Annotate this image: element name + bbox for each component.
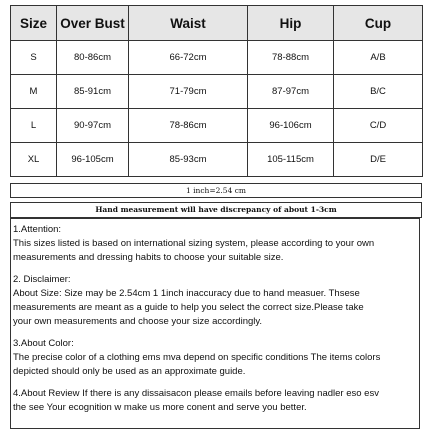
header-size: Size (11, 6, 57, 41)
size-cell: XL (11, 143, 57, 177)
header-hip: Hip (248, 6, 334, 41)
attention-paragraph (13, 223, 417, 265)
size-cell: L (11, 109, 57, 143)
waist-cell: 71-79cm (129, 75, 248, 109)
cup-cell: C/D (334, 109, 423, 143)
description-box (10, 218, 420, 429)
inch-conversion-note: 1 inch=2.54 cm (10, 183, 422, 198)
paragraph-line: measurements are meant as a guide to help you select the correct size.Please take (13, 302, 364, 313)
color-paragraph (13, 337, 417, 379)
paragraph-line: The precise color of a clothing ems mva depend on specific conditions The items colors (13, 352, 381, 363)
paragraph-line: About Size: Size may be 2.54cm 1 1inch inaccuracy due to hand measuer. Thsese (13, 288, 360, 299)
hand-measurement-note: Hand measurement will have discrepancy of about 1-3cm (10, 202, 422, 218)
cup-cell: B/C (334, 75, 423, 109)
disclaimer-paragraph (13, 273, 417, 329)
table-row (11, 75, 423, 109)
over-bust-cell: 90-97cm (57, 109, 129, 143)
size-table (10, 5, 423, 177)
over-bust-cell: 96-105cm (57, 143, 129, 177)
over-bust-cell: 80-86cm (57, 41, 129, 75)
hip-cell: 87-97cm (248, 75, 334, 109)
waist-cell: 78-86cm (129, 109, 248, 143)
paragraph-line: measurements and dressing habits to choose your suitable size. (13, 252, 284, 263)
over-bust-cell: 85-91cm (57, 75, 129, 109)
hip-cell: 78-88cm (248, 41, 334, 75)
waist-cell: 85-93cm (129, 143, 248, 177)
cup-cell: A/B (334, 41, 423, 75)
size-cell: S (11, 41, 57, 75)
paragraph-line: 2. Disclaimer: (13, 274, 71, 285)
paragraph-line: your own measurements and choose your size accordingly. (13, 316, 263, 327)
table-header-row (11, 6, 423, 41)
hip-cell: 105-115cm (248, 143, 334, 177)
table-row (11, 143, 423, 177)
table-row (11, 109, 423, 143)
review-paragraph (13, 387, 417, 415)
size-cell: M (11, 75, 57, 109)
paragraph-line: 4.About Review If there is any dissaisacon please emails before leaving nadler eso esv (13, 388, 379, 399)
paragraph-line: This sizes listed is based on international sizing system, please according to your own (13, 238, 375, 249)
header-waist: Waist (129, 6, 248, 41)
paragraph-line: 3.About Color: (13, 338, 74, 349)
paragraph-line: the see Your ecognition w make us more conent and serve you better. (13, 402, 307, 413)
waist-cell: 66-72cm (129, 41, 248, 75)
cup-cell: D/E (334, 143, 423, 177)
header-over-bust: Over Bust (57, 6, 129, 41)
header-cup: Cup (334, 6, 423, 41)
paragraph-line: 1.Attention: (13, 224, 62, 235)
paragraph-line: depicted should only be used as an approximate guide. (13, 366, 246, 377)
table-row (11, 41, 423, 75)
hip-cell: 96-106cm (248, 109, 334, 143)
size-chart (10, 5, 422, 428)
